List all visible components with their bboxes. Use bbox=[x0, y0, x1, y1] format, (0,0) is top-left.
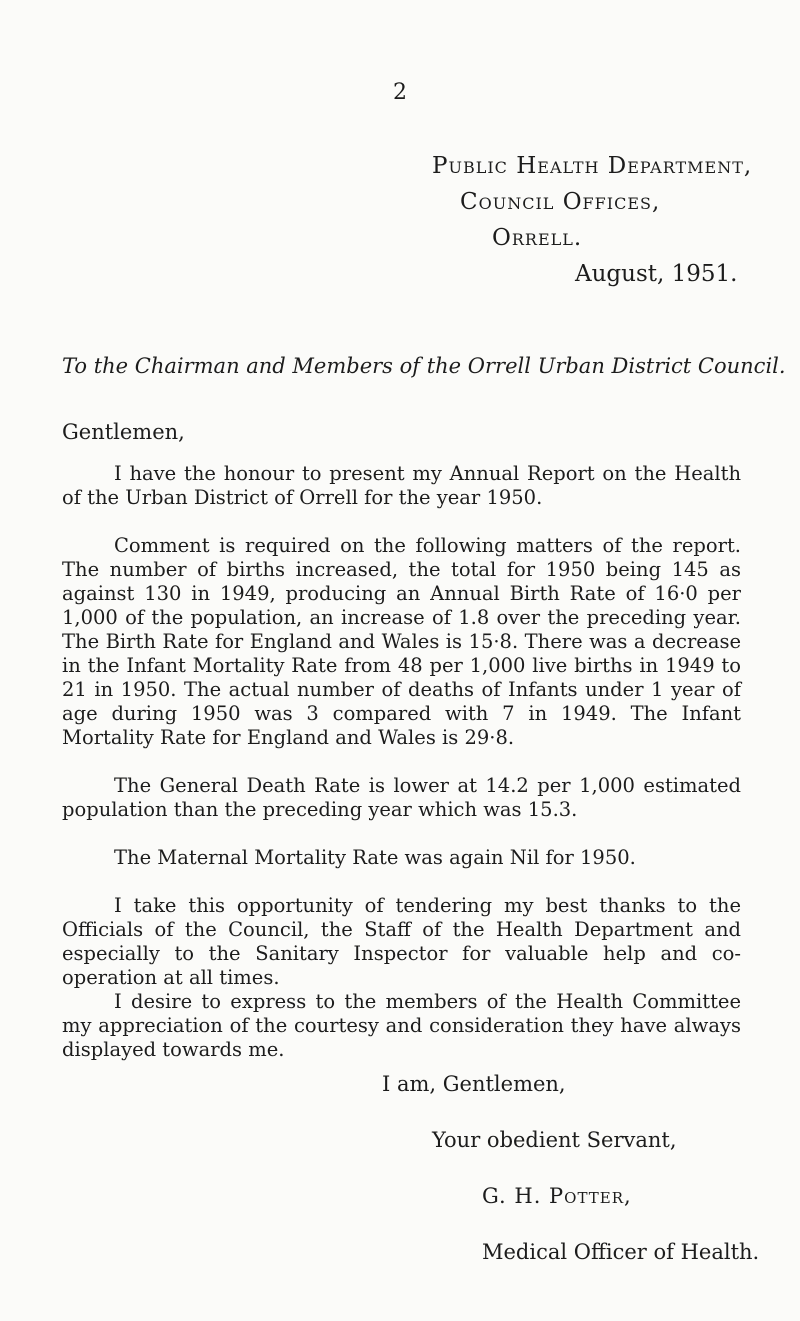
paragraph-maternal: The Maternal Mortality Rate was again Nil for 1950. bbox=[114, 846, 636, 869]
address-offices: Council Offices, bbox=[460, 189, 661, 215]
greeting: Gentlemen, bbox=[62, 420, 185, 444]
page-number: 2 bbox=[393, 80, 407, 105]
paragraph-thanks: I take this opportunity of tendering my best thanks to the Officials of the Council, the Staff of the Health Department and especially to the Sanitary Inspector for valuable help and co-operation at all times. bbox=[62, 894, 741, 989]
paragraph-death-rate: The General Death Rate is lower at 14.2 per 1,000 estimated population than the preceding year which was 15.3. bbox=[62, 774, 741, 821]
letter-date: August, 1951. bbox=[575, 261, 738, 287]
closing-line: I am, Gentlemen, bbox=[382, 1072, 566, 1096]
addressee-line: To the Chairman and Members of the Orrell Urban District Council. bbox=[62, 354, 786, 378]
address-town: Orrell. bbox=[492, 225, 583, 251]
paragraph-intro: I have the honour to present my Annual Report on the Health of the Urban District of Orrell for the year 1950. bbox=[62, 462, 741, 509]
signatory-title: Medical Officer of Health. bbox=[482, 1240, 760, 1264]
paragraph-births: Comment is required on the following matters of the report. The number of births increased, the total for 1950 being 145 as against 130 in 1949, producing an Annual Birth Rate of 16·0 per 1,000 of the population, an increase of 1.8 over the preceding year. The Birth Rate for England and Wales is 15·8. There was a decrease in the Infant Mortality Rate from 48 per 1,000 live births in 1949 to 21 in 1950. The actual number of deaths of Infants under 1 year of age during 1950 was 3 compared with 7 in 1949. The Infant Mortality Rate for England and Wales is 29·8. bbox=[62, 534, 741, 749]
paragraph-appreciation: I desire to express to the members of the Health Committee my appreciation of the courtesy and consideration they have always displayed towards me. bbox=[62, 990, 741, 1061]
signatory-name: G. H. Potter, bbox=[482, 1184, 632, 1208]
closing-servant: Your obedient Servant, bbox=[432, 1128, 677, 1152]
address-department: Public Health Department, bbox=[432, 153, 753, 179]
